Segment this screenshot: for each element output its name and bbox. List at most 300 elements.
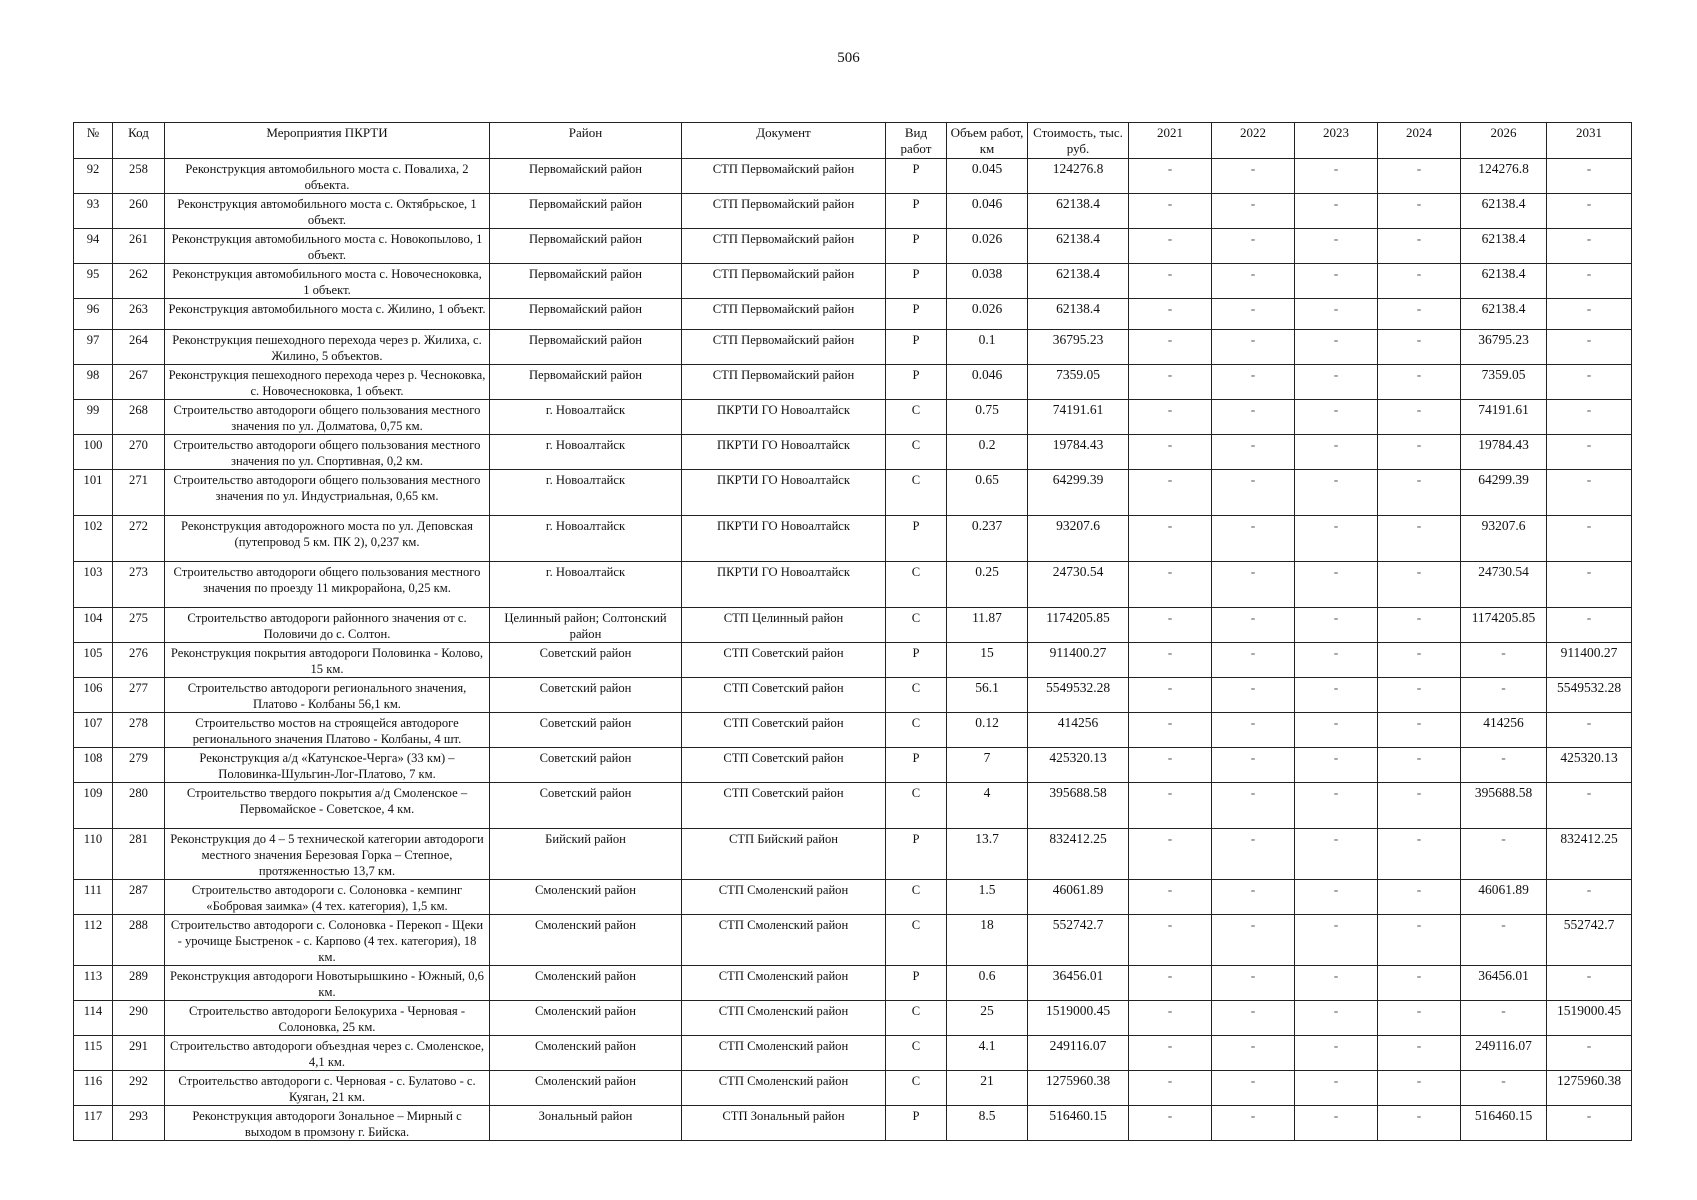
cell-col-2026: 36456.01 xyxy=(1461,966,1547,1001)
cell-col-document: СТП Советский район xyxy=(682,713,886,748)
cell-col-2021: - xyxy=(1129,194,1212,229)
cell-col-work-type: Р xyxy=(886,330,947,365)
cell-col-volume: 0.2 xyxy=(947,435,1028,470)
cell-col-district: г. Новоалтайск xyxy=(490,562,682,608)
cell-col-code: 279 xyxy=(113,748,165,783)
cell-col-code: 272 xyxy=(113,516,165,562)
cell-col-activity: Строительство автодороги общего пользования местного значения по ул. Долматова, 0,75 км. xyxy=(165,400,490,435)
cell-col-2024: - xyxy=(1378,516,1461,562)
cell-col-2026: 124276.8 xyxy=(1461,159,1547,194)
cell-col-activity: Реконструкция пешеходного перехода через р. Жилиха, с. Жилино, 5 объектов. xyxy=(165,330,490,365)
cell-col-document: СТП Первомайский район xyxy=(682,264,886,299)
table-row xyxy=(74,643,1632,678)
cell-col-activity: Реконструкция до 4 – 5 технической категории автодороги местного значения Березовая Горка – Степное, протяженностью 13,7 км. xyxy=(165,829,490,880)
cell-col-district: Первомайский район xyxy=(490,194,682,229)
cell-col-cost: 516460.15 xyxy=(1028,1106,1129,1141)
cell-col-activity: Реконструкция автомобильного моста с. Новокопылово, 1 объект. xyxy=(165,229,490,264)
cell-col-document: СТП Зональный район xyxy=(682,1106,886,1141)
cell-col-2021: - xyxy=(1129,783,1212,829)
cell-col-cost: 62138.4 xyxy=(1028,264,1129,299)
header-col-number: № xyxy=(74,123,113,159)
cell-col-activity: Реконструкция автомобильного моста с. Повалиха, 2 объекта. xyxy=(165,159,490,194)
table-header-row xyxy=(74,123,1632,159)
cell-col-document: СТП Смоленский район xyxy=(682,1001,886,1036)
table-row xyxy=(74,365,1632,400)
table-row xyxy=(74,299,1632,330)
cell-col-2023: - xyxy=(1295,678,1378,713)
cell-col-2026: - xyxy=(1461,1071,1547,1106)
cell-col-2026: - xyxy=(1461,748,1547,783)
cell-col-2024: - xyxy=(1378,678,1461,713)
cell-col-document: СТП Смоленский район xyxy=(682,966,886,1001)
table-row xyxy=(74,915,1632,966)
cell-col-cost: 74191.61 xyxy=(1028,400,1129,435)
cell-col-code: 261 xyxy=(113,229,165,264)
cell-col-number: 95 xyxy=(74,264,113,299)
cell-col-2023: - xyxy=(1295,1106,1378,1141)
table-row xyxy=(74,1036,1632,1071)
cell-col-2026: 414256 xyxy=(1461,713,1547,748)
cell-col-2024: - xyxy=(1378,330,1461,365)
cell-col-2024: - xyxy=(1378,194,1461,229)
cell-col-2031: - xyxy=(1547,435,1632,470)
cell-col-2024: - xyxy=(1378,1106,1461,1141)
cell-col-2023: - xyxy=(1295,562,1378,608)
cell-col-work-type: Р xyxy=(886,643,947,678)
cell-col-volume: 1.5 xyxy=(947,880,1028,915)
cell-col-volume: 4 xyxy=(947,783,1028,829)
cell-col-2023: - xyxy=(1295,748,1378,783)
cell-col-2023: - xyxy=(1295,365,1378,400)
cell-col-document: ПКРТИ ГО Новоалтайск xyxy=(682,400,886,435)
cell-col-2022: - xyxy=(1212,1106,1295,1141)
cell-col-volume: 25 xyxy=(947,1001,1028,1036)
cell-col-2022: - xyxy=(1212,516,1295,562)
cell-col-document: ПКРТИ ГО Новоалтайск xyxy=(682,516,886,562)
cell-col-district: Целинный район; Солтонский район xyxy=(490,608,682,643)
cell-col-document: СТП Первомайский район xyxy=(682,159,886,194)
table-row xyxy=(74,470,1632,516)
cell-col-volume: 0.038 xyxy=(947,264,1028,299)
cell-col-2031: - xyxy=(1547,194,1632,229)
cell-col-2022: - xyxy=(1212,194,1295,229)
cell-col-2023: - xyxy=(1295,829,1378,880)
cell-col-2022: - xyxy=(1212,713,1295,748)
header-col-2022: 2022 xyxy=(1212,123,1295,159)
cell-col-work-type: Р xyxy=(886,516,947,562)
cell-col-document: СТП Советский район xyxy=(682,748,886,783)
cell-col-cost: 5549532.28 xyxy=(1028,678,1129,713)
cell-col-volume: 0.25 xyxy=(947,562,1028,608)
cell-col-activity: Строительство автодороги регионального значения, Платово - Колбаны 56,1 км. xyxy=(165,678,490,713)
cell-col-district: Смоленский район xyxy=(490,880,682,915)
cell-col-2023: - xyxy=(1295,1071,1378,1106)
cell-col-volume: 0.12 xyxy=(947,713,1028,748)
cell-col-volume: 13.7 xyxy=(947,829,1028,880)
cell-col-2024: - xyxy=(1378,829,1461,880)
header-col-2024: 2024 xyxy=(1378,123,1461,159)
cell-col-work-type: Р xyxy=(886,966,947,1001)
table-row xyxy=(74,829,1632,880)
cell-col-2026: 36795.23 xyxy=(1461,330,1547,365)
cell-col-cost: 414256 xyxy=(1028,713,1129,748)
cell-col-number: 100 xyxy=(74,435,113,470)
header-col-2021: 2021 xyxy=(1129,123,1212,159)
cell-col-2022: - xyxy=(1212,829,1295,880)
table-row xyxy=(74,435,1632,470)
cell-col-district: Первомайский район xyxy=(490,365,682,400)
cell-col-2022: - xyxy=(1212,915,1295,966)
cell-col-number: 115 xyxy=(74,1036,113,1071)
table-row xyxy=(74,562,1632,608)
cell-col-2021: - xyxy=(1129,330,1212,365)
cell-col-2021: - xyxy=(1129,966,1212,1001)
cell-col-2026: 62138.4 xyxy=(1461,229,1547,264)
cell-col-volume: 7 xyxy=(947,748,1028,783)
cell-col-work-type: С xyxy=(886,608,947,643)
cell-col-2031: - xyxy=(1547,365,1632,400)
cell-col-number: 104 xyxy=(74,608,113,643)
cell-col-2022: - xyxy=(1212,330,1295,365)
cell-col-2022: - xyxy=(1212,880,1295,915)
cell-col-district: Смоленский район xyxy=(490,1071,682,1106)
cell-col-2026: - xyxy=(1461,829,1547,880)
cell-col-document: ПКРТИ ГО Новоалтайск xyxy=(682,435,886,470)
cell-col-work-type: С xyxy=(886,1001,947,1036)
cell-col-2022: - xyxy=(1212,470,1295,516)
table-row xyxy=(74,1071,1632,1106)
header-col-2023: 2023 xyxy=(1295,123,1378,159)
cell-col-code: 280 xyxy=(113,783,165,829)
cell-col-code: 270 xyxy=(113,435,165,470)
cell-col-district: Бийский район xyxy=(490,829,682,880)
cell-col-cost: 1275960.38 xyxy=(1028,1071,1129,1106)
cell-col-2031: - xyxy=(1547,400,1632,435)
cell-col-2024: - xyxy=(1378,299,1461,330)
cell-col-number: 92 xyxy=(74,159,113,194)
cell-col-2022: - xyxy=(1212,229,1295,264)
cell-col-2026: - xyxy=(1461,678,1547,713)
cell-col-code: 263 xyxy=(113,299,165,330)
cell-col-cost: 62138.4 xyxy=(1028,229,1129,264)
cell-col-volume: 0.026 xyxy=(947,299,1028,330)
cell-col-district: Смоленский район xyxy=(490,1036,682,1071)
header-col-district: Район xyxy=(490,123,682,159)
header-col-cost: Стоимость, тыс. руб. xyxy=(1028,123,1129,159)
cell-col-cost: 832412.25 xyxy=(1028,829,1129,880)
cell-col-2021: - xyxy=(1129,713,1212,748)
cell-col-2026: 19784.43 xyxy=(1461,435,1547,470)
cell-col-2021: - xyxy=(1129,1071,1212,1106)
cell-col-cost: 64299.39 xyxy=(1028,470,1129,516)
cell-col-2022: - xyxy=(1212,562,1295,608)
cell-col-2026: 62138.4 xyxy=(1461,194,1547,229)
cell-col-document: СТП Смоленский район xyxy=(682,1036,886,1071)
cell-col-number: 106 xyxy=(74,678,113,713)
cell-col-2022: - xyxy=(1212,966,1295,1001)
cell-col-2023: - xyxy=(1295,516,1378,562)
cell-col-2026: 46061.89 xyxy=(1461,880,1547,915)
cell-col-volume: 0.046 xyxy=(947,365,1028,400)
cell-col-2031: 1275960.38 xyxy=(1547,1071,1632,1106)
cell-col-work-type: С xyxy=(886,678,947,713)
cell-col-number: 105 xyxy=(74,643,113,678)
cell-col-document: СТП Советский район xyxy=(682,643,886,678)
cell-col-2026: 516460.15 xyxy=(1461,1106,1547,1141)
cell-col-2024: - xyxy=(1378,365,1461,400)
cell-col-2021: - xyxy=(1129,365,1212,400)
table-row xyxy=(74,678,1632,713)
cell-col-document: СТП Советский район xyxy=(682,678,886,713)
cell-col-2031: - xyxy=(1547,562,1632,608)
cell-col-activity: Реконструкция а/д «Катунское-Черга» (33 км) – Половинка-Шульгин-Лог-Платово, 7 км. xyxy=(165,748,490,783)
cell-col-work-type: Р xyxy=(886,264,947,299)
cell-col-2022: - xyxy=(1212,1071,1295,1106)
cell-col-2024: - xyxy=(1378,229,1461,264)
header-col-code: Код xyxy=(113,123,165,159)
cell-col-2026: 74191.61 xyxy=(1461,400,1547,435)
cell-col-2024: - xyxy=(1378,783,1461,829)
cell-col-2023: - xyxy=(1295,915,1378,966)
cell-col-document: СТП Первомайский район xyxy=(682,194,886,229)
cell-col-2031: 5549532.28 xyxy=(1547,678,1632,713)
cell-col-number: 114 xyxy=(74,1001,113,1036)
cell-col-code: 288 xyxy=(113,915,165,966)
cell-col-2022: - xyxy=(1212,1001,1295,1036)
cell-col-activity: Реконструкция автодороги Зональное – Мирный с выходом в промзону г. Бийска. xyxy=(165,1106,490,1141)
cell-col-2021: - xyxy=(1129,435,1212,470)
cell-col-2021: - xyxy=(1129,829,1212,880)
cell-col-code: 281 xyxy=(113,829,165,880)
cell-col-document: СТП Первомайский район xyxy=(682,365,886,400)
cell-col-document: СТП Целинный район xyxy=(682,608,886,643)
cell-col-volume: 18 xyxy=(947,915,1028,966)
header-col-2031: 2031 xyxy=(1547,123,1632,159)
table-row xyxy=(74,966,1632,1001)
cell-col-2021: - xyxy=(1129,516,1212,562)
cell-col-work-type: Р xyxy=(886,159,947,194)
cell-col-2026: 64299.39 xyxy=(1461,470,1547,516)
cell-col-activity: Строительство твердого покрытия а/д Смоленское – Первомайское - Советское, 4 км. xyxy=(165,783,490,829)
cell-col-cost: 425320.13 xyxy=(1028,748,1129,783)
cell-col-code: 292 xyxy=(113,1071,165,1106)
cell-col-activity: Строительство автодороги общего пользования местного значения по ул. Индустриальная, 0,65 км. xyxy=(165,470,490,516)
cell-col-number: 99 xyxy=(74,400,113,435)
cell-col-number: 103 xyxy=(74,562,113,608)
cell-col-document: СТП Первомайский район xyxy=(682,330,886,365)
cell-col-2031: 911400.27 xyxy=(1547,643,1632,678)
cell-col-number: 113 xyxy=(74,966,113,1001)
cell-col-2021: - xyxy=(1129,643,1212,678)
cell-col-district: Первомайский район xyxy=(490,159,682,194)
cell-col-2022: - xyxy=(1212,264,1295,299)
cell-col-work-type: С xyxy=(886,880,947,915)
cell-col-2024: - xyxy=(1378,880,1461,915)
cell-col-2021: - xyxy=(1129,562,1212,608)
cell-col-code: 277 xyxy=(113,678,165,713)
cell-col-work-type: С xyxy=(886,713,947,748)
cell-col-2031: - xyxy=(1547,966,1632,1001)
cell-col-2026: - xyxy=(1461,915,1547,966)
cell-col-2024: - xyxy=(1378,713,1461,748)
cell-col-work-type: С xyxy=(886,783,947,829)
cell-col-document: СТП Смоленский район xyxy=(682,915,886,966)
cell-col-2023: - xyxy=(1295,1001,1378,1036)
cell-col-cost: 62138.4 xyxy=(1028,194,1129,229)
cell-col-2031: 832412.25 xyxy=(1547,829,1632,880)
cell-col-2021: - xyxy=(1129,915,1212,966)
cell-col-district: Советский район xyxy=(490,748,682,783)
table-row xyxy=(74,880,1632,915)
cell-col-2022: - xyxy=(1212,435,1295,470)
cell-col-2023: - xyxy=(1295,435,1378,470)
cell-col-2024: - xyxy=(1378,400,1461,435)
cell-col-2024: - xyxy=(1378,915,1461,966)
cell-col-code: 290 xyxy=(113,1001,165,1036)
cell-col-volume: 0.237 xyxy=(947,516,1028,562)
cell-col-cost: 1519000.45 xyxy=(1028,1001,1129,1036)
cell-col-number: 112 xyxy=(74,915,113,966)
cell-col-2023: - xyxy=(1295,299,1378,330)
cell-col-work-type: С xyxy=(886,435,947,470)
cell-col-activity: Реконструкция покрытия автодороги Половинка - Колово, 15 км. xyxy=(165,643,490,678)
cell-col-number: 96 xyxy=(74,299,113,330)
cell-col-volume: 15 xyxy=(947,643,1028,678)
cell-col-2021: - xyxy=(1129,470,1212,516)
cell-col-2026: 62138.4 xyxy=(1461,299,1547,330)
cell-col-2021: - xyxy=(1129,678,1212,713)
table-row xyxy=(74,713,1632,748)
cell-col-number: 117 xyxy=(74,1106,113,1141)
cell-col-activity: Реконструкция автомобильного моста с. Жилино, 1 объект. xyxy=(165,299,490,330)
cell-col-activity: Строительство автодороги районного значения от с. Половичи до с. Солтон. xyxy=(165,608,490,643)
header-col-activity: Мероприятия ПКРТИ xyxy=(165,123,490,159)
cell-col-cost: 24730.54 xyxy=(1028,562,1129,608)
cell-col-work-type: Р xyxy=(886,194,947,229)
cell-col-code: 287 xyxy=(113,880,165,915)
cell-col-work-type: Р xyxy=(886,829,947,880)
cell-col-number: 109 xyxy=(74,783,113,829)
cell-col-2031: - xyxy=(1547,264,1632,299)
cell-col-2024: - xyxy=(1378,435,1461,470)
cell-col-work-type: С xyxy=(886,470,947,516)
cell-col-cost: 249116.07 xyxy=(1028,1036,1129,1071)
cell-col-volume: 0.75 xyxy=(947,400,1028,435)
cell-col-activity: Строительство автодороги общего пользования местного значения по ул. Спортивная, 0,2 км. xyxy=(165,435,490,470)
cell-col-2023: - xyxy=(1295,194,1378,229)
cell-col-district: г. Новоалтайск xyxy=(490,470,682,516)
cell-col-cost: 124276.8 xyxy=(1028,159,1129,194)
cell-col-document: СТП Первомайский район xyxy=(682,299,886,330)
cell-col-2023: - xyxy=(1295,783,1378,829)
cell-col-2021: - xyxy=(1129,1001,1212,1036)
table-row xyxy=(74,330,1632,365)
header-col-document: Документ xyxy=(682,123,886,159)
cell-col-2031: - xyxy=(1547,783,1632,829)
cell-col-number: 110 xyxy=(74,829,113,880)
cell-col-district: Зональный район xyxy=(490,1106,682,1141)
cell-col-2021: - xyxy=(1129,264,1212,299)
cell-col-number: 93 xyxy=(74,194,113,229)
cell-col-2031: - xyxy=(1547,330,1632,365)
cell-col-2024: - xyxy=(1378,643,1461,678)
cell-col-number: 94 xyxy=(74,229,113,264)
cell-col-number: 111 xyxy=(74,880,113,915)
cell-col-district: г. Новоалтайск xyxy=(490,435,682,470)
cell-col-code: 278 xyxy=(113,713,165,748)
cell-col-2031: - xyxy=(1547,229,1632,264)
cell-col-activity: Реконструкция пешеходного перехода через р. Чесноковка, с. Новочесноковка, 1 объект. xyxy=(165,365,490,400)
cell-col-code: 262 xyxy=(113,264,165,299)
cell-col-code: 293 xyxy=(113,1106,165,1141)
cell-col-code: 260 xyxy=(113,194,165,229)
cell-col-2022: - xyxy=(1212,608,1295,643)
cell-col-work-type: Р xyxy=(886,1106,947,1141)
cell-col-2026: 24730.54 xyxy=(1461,562,1547,608)
cell-col-2023: - xyxy=(1295,264,1378,299)
cell-col-activity: Строительство автодороги Белокуриха - Черновая - Солоновка, 25 км. xyxy=(165,1001,490,1036)
cell-col-2024: - xyxy=(1378,1036,1461,1071)
cell-col-2031: - xyxy=(1547,159,1632,194)
cell-col-2024: - xyxy=(1378,159,1461,194)
cell-col-work-type: С xyxy=(886,915,947,966)
cell-col-2024: - xyxy=(1378,264,1461,299)
cell-col-activity: Строительство мостов на строящейся автодороге регионального значения Платово - Колбаны, 4 шт. xyxy=(165,713,490,748)
cell-col-code: 264 xyxy=(113,330,165,365)
cell-col-2021: - xyxy=(1129,608,1212,643)
cell-col-2031: 552742.7 xyxy=(1547,915,1632,966)
cell-col-volume: 21 xyxy=(947,1071,1028,1106)
cell-col-activity: Строительство автодороги с. Черновая - с. Булатово - с. Куяган, 21 км. xyxy=(165,1071,490,1106)
cell-col-2021: - xyxy=(1129,1106,1212,1141)
cell-col-volume: 0.6 xyxy=(947,966,1028,1001)
cell-col-number: 116 xyxy=(74,1071,113,1106)
cell-col-document: СТП Смоленский район xyxy=(682,1071,886,1106)
table-row xyxy=(74,748,1632,783)
cell-col-work-type: Р xyxy=(886,748,947,783)
cell-col-volume: 8.5 xyxy=(947,1106,1028,1141)
cell-col-2023: - xyxy=(1295,1036,1378,1071)
cell-col-number: 101 xyxy=(74,470,113,516)
table-row xyxy=(74,400,1632,435)
cell-col-2021: - xyxy=(1129,880,1212,915)
cell-col-2024: - xyxy=(1378,470,1461,516)
cell-col-2021: - xyxy=(1129,400,1212,435)
table-row xyxy=(74,516,1632,562)
cell-col-2021: - xyxy=(1129,1036,1212,1071)
cell-col-work-type: С xyxy=(886,400,947,435)
cell-col-document: ПКРТИ ГО Новоалтайск xyxy=(682,470,886,516)
cell-col-activity: Реконструкция автодороги Новотырышкино - Южный, 0,6 км. xyxy=(165,966,490,1001)
cell-col-document: СТП Советский район xyxy=(682,783,886,829)
cell-col-cost: 36456.01 xyxy=(1028,966,1129,1001)
cell-col-2026: 93207.6 xyxy=(1461,516,1547,562)
cell-col-2031: - xyxy=(1547,470,1632,516)
table-row xyxy=(74,229,1632,264)
table-row xyxy=(74,1106,1632,1141)
cell-col-district: Смоленский район xyxy=(490,966,682,1001)
header-col-work-type: Вид работ xyxy=(886,123,947,159)
cell-col-district: Смоленский район xyxy=(490,1001,682,1036)
cell-col-2022: - xyxy=(1212,365,1295,400)
cell-col-document: СТП Смоленский район xyxy=(682,880,886,915)
table-body xyxy=(74,159,1632,1141)
cell-col-2022: - xyxy=(1212,643,1295,678)
cell-col-number: 107 xyxy=(74,713,113,748)
cell-col-activity: Реконструкция автомобильного моста с. Октябрьское, 1 объект. xyxy=(165,194,490,229)
cell-col-volume: 0.046 xyxy=(947,194,1028,229)
cell-col-cost: 1174205.85 xyxy=(1028,608,1129,643)
